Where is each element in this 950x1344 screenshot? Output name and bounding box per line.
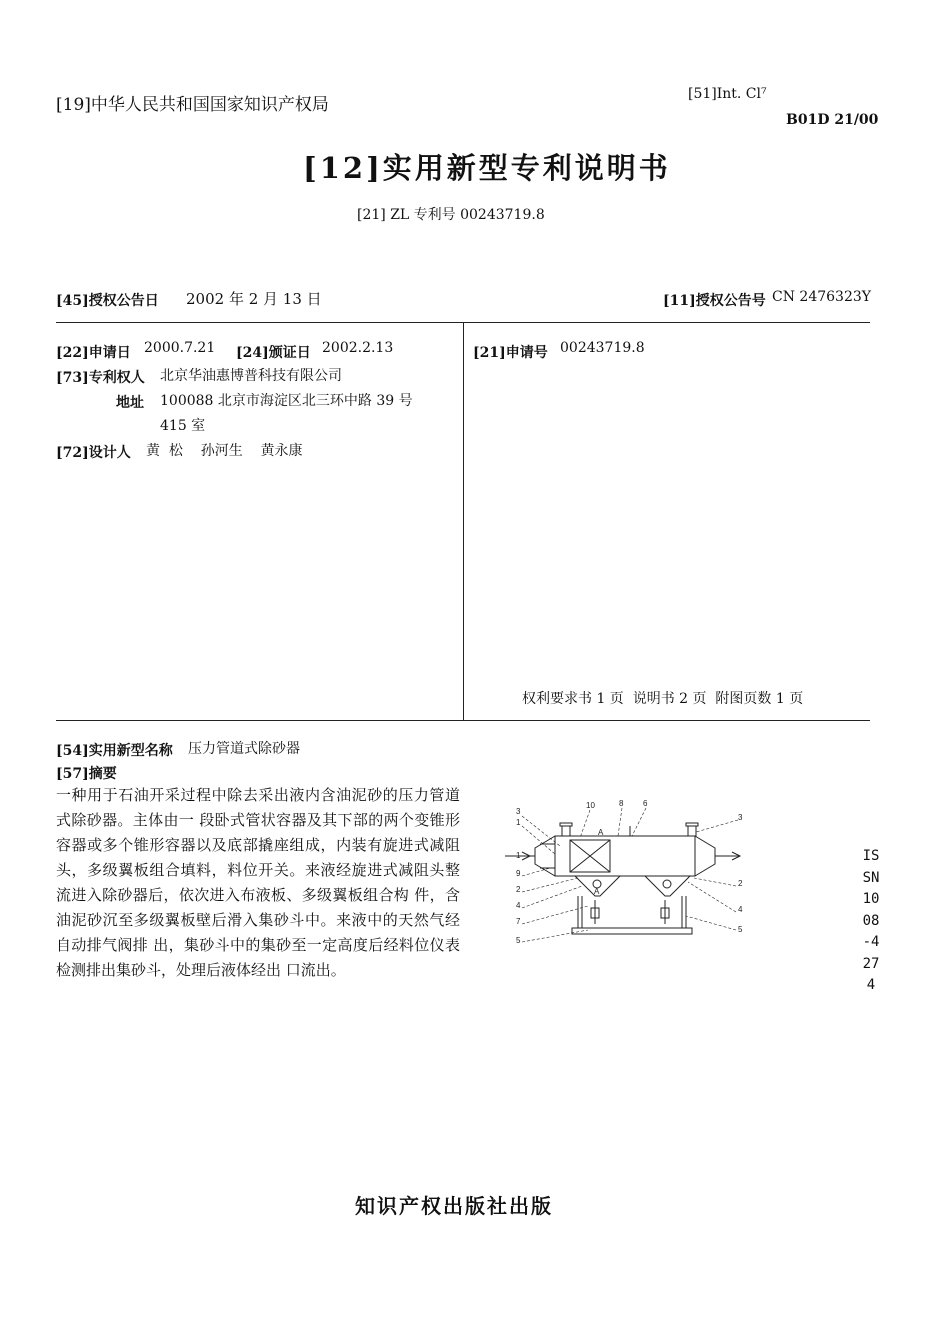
grant-date-label: [45]授权公告日 bbox=[56, 293, 159, 309]
abstract-text: 一种用于石油开采过程中除去采出液内含油泥砂的压力管道式除砂器。主体由一 段卧式管状容器及其下部的两个变锥形容器或多个锥形容器以及底部撬座组成，内装有旋进式减阻头，多级翼板组合填料，料位开关。来液经旋进式减阻头整流进入除砂器后，依次进入布液板、多级翼板组合构 件，含油泥砂沉至多级翼板壁后滑入集砂斗中。来液中的天然气经自动排气阀排 出，集砂斗中的集砂至一定高度后经料位仪表检测排出集砂斗，处理后液体经出 口流出。 bbox=[56, 786, 460, 979]
grant-number-label: [11]授权公告号 bbox=[663, 293, 766, 309]
filing-date-value: 2000.7.21 bbox=[144, 340, 216, 356]
certificate-date-label: [24]颁证日 bbox=[236, 345, 311, 361]
application-number-value: 00243719.8 bbox=[560, 340, 645, 356]
utility-model-title-label: [54]实用新型名称 bbox=[56, 743, 173, 759]
owner-value: 北京华油惠博普科技有限公司 bbox=[160, 368, 342, 384]
figure-label-9: 9 bbox=[516, 869, 521, 878]
grant-date-value: 2002 年 2 月 13 日 bbox=[186, 290, 322, 308]
column-divider bbox=[463, 322, 464, 720]
divider-bottom bbox=[56, 720, 870, 721]
figure-label-5-left: 5 bbox=[516, 936, 521, 945]
issn-vertical: ISSN1008-4274 bbox=[862, 848, 880, 993]
classification-code: B01D 21/00 bbox=[786, 112, 879, 128]
figure-label-2-left: 2 bbox=[516, 885, 521, 894]
designer-names: 黄 松 孙河生 黄永康 bbox=[146, 443, 303, 459]
figure-label-8: 8 bbox=[619, 799, 624, 808]
horizontal-vessel bbox=[505, 836, 740, 876]
inlet-reducer bbox=[540, 844, 555, 868]
int-cl-label: [51]Int. Cl⁷ bbox=[688, 86, 767, 102]
figure-label-7: 7 bbox=[516, 917, 521, 926]
support-skid bbox=[572, 896, 692, 934]
page-counts: 权利要求书 1 页 说明书 2 页 附图页数 1 页 bbox=[522, 691, 804, 707]
figure-label-5-right: 5 bbox=[738, 925, 743, 934]
figure-label-6: 6 bbox=[643, 799, 648, 808]
cone-hoppers bbox=[575, 876, 690, 896]
address-line-2: 415 室 bbox=[160, 418, 206, 434]
issuing-office: [19]中华人民共和国国家知识产权局 bbox=[56, 95, 329, 115]
figure-label-1-inlet: 1 bbox=[516, 851, 521, 860]
abstract-label: [57]摘要 bbox=[56, 766, 117, 782]
application-number-label: [21]申请号 bbox=[473, 345, 548, 361]
figure-label-10: 10 bbox=[586, 801, 595, 810]
grant-number-value: CN 2476323Y bbox=[772, 289, 872, 305]
utility-model-title: 压力管道式除砂器 bbox=[188, 741, 300, 757]
section-mark-a-top: A bbox=[598, 828, 604, 837]
filing-date-label: [22]申请日 bbox=[56, 345, 131, 361]
publisher-footer: 知识产权出版社出版 bbox=[355, 1194, 553, 1218]
document-type-title: [12]实用新型专利说明书 bbox=[303, 151, 671, 185]
figure-label-3-left: 3 bbox=[516, 807, 521, 816]
figure-label-3-right: 3 bbox=[738, 813, 743, 822]
figure-label-1-left: 1 bbox=[516, 818, 521, 827]
address-label: 地址 bbox=[116, 395, 144, 411]
section-mark-a-bottom: A bbox=[594, 887, 600, 896]
desander-drawing bbox=[500, 796, 770, 956]
figure-label-4-right: 4 bbox=[738, 905, 743, 914]
filler-pack bbox=[570, 840, 610, 872]
top-nozzles bbox=[560, 823, 698, 836]
figure-label-2-right: 2 bbox=[738, 879, 743, 888]
designer-label: [72]设计人 bbox=[56, 445, 131, 461]
patent-number-line: [21] ZL 专利号 00243719.8 bbox=[357, 207, 545, 223]
address-line-1: 100088 北京市海淀区北三环中路 39 号 bbox=[160, 393, 413, 409]
certificate-date-value: 2002.2.13 bbox=[322, 340, 394, 356]
figure-label-4-left: 4 bbox=[516, 901, 521, 910]
owner-label: [73]专利权人 bbox=[56, 370, 145, 386]
